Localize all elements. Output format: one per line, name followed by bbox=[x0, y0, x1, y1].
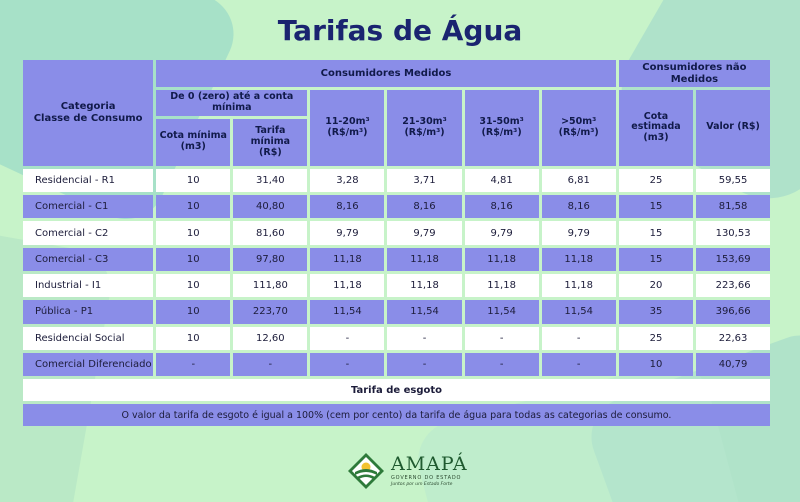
table-row bbox=[23, 327, 770, 350]
cell-estimada: 25 bbox=[619, 327, 693, 350]
cell-f2: 11,54 bbox=[387, 300, 461, 323]
cell-estimada: 10 bbox=[619, 353, 693, 376]
cell-f1: 11,54 bbox=[310, 300, 384, 323]
table-row bbox=[23, 274, 770, 297]
tariff-table bbox=[20, 57, 773, 429]
cell-tarifa: - bbox=[233, 353, 307, 376]
cell-f2: 3,71 bbox=[387, 169, 461, 192]
cell-f4: 11,18 bbox=[542, 274, 616, 297]
cell-tarifa: 31,40 bbox=[233, 169, 307, 192]
cell-valor: 396,66 bbox=[696, 300, 770, 323]
esgoto-note-row bbox=[23, 404, 770, 426]
cell-cota: 10 bbox=[156, 274, 230, 297]
table-row bbox=[23, 300, 770, 323]
cota-minima-unit: (m3) bbox=[180, 141, 206, 153]
faixa-2-label: 21-30m³ bbox=[402, 116, 447, 127]
cota-estimada-unit: (m3) bbox=[643, 132, 669, 144]
cell-cota: - bbox=[156, 353, 230, 376]
cell-valor: 153,69 bbox=[696, 248, 770, 271]
tarifa-minima-unit: (R$) bbox=[259, 146, 282, 158]
cell-f3: - bbox=[465, 327, 539, 350]
cell-tarifa: 12,60 bbox=[233, 327, 307, 350]
cell-f3: 11,18 bbox=[465, 274, 539, 297]
cell-f4: 6,81 bbox=[542, 169, 616, 192]
faixa-1-label: 11-20m³ bbox=[325, 116, 370, 127]
cota-estimada-label: Cota estimada bbox=[631, 110, 681, 133]
cell-valor: 22,63 bbox=[696, 327, 770, 350]
header-nao-medidos: Consumidores não Medidos bbox=[619, 60, 770, 87]
cell-f4: 11,18 bbox=[542, 248, 616, 271]
cell-category: Residencial - R1 bbox=[23, 169, 153, 192]
table-row bbox=[23, 248, 770, 271]
cell-tarifa: 223,70 bbox=[233, 300, 307, 323]
header-faixa-1 bbox=[310, 90, 384, 166]
cell-tarifa: 40,80 bbox=[233, 195, 307, 218]
cell-f2: 11,18 bbox=[387, 248, 461, 271]
cell-cota: 10 bbox=[156, 195, 230, 218]
cell-f1: 9,79 bbox=[310, 221, 384, 244]
cell-category: Comercial - C1 bbox=[23, 195, 153, 218]
table-row bbox=[23, 195, 770, 218]
cell-cota: 10 bbox=[156, 248, 230, 271]
tarifa-minima-label: Tarifa mínima bbox=[250, 124, 291, 147]
cell-category: Industrial - I1 bbox=[23, 274, 153, 297]
cell-valor: 130,53 bbox=[696, 221, 770, 244]
cell-category: Residencial Social bbox=[23, 327, 153, 350]
cell-estimada: 15 bbox=[619, 248, 693, 271]
header-faixa-3 bbox=[465, 90, 539, 166]
faixa-4-label: >50m³ bbox=[561, 116, 597, 127]
faixa-4-unit: (R$/m³) bbox=[558, 126, 599, 138]
cell-cota: 10 bbox=[156, 221, 230, 244]
esgoto-title-row bbox=[23, 379, 770, 401]
cell-category: Comercial - C2 bbox=[23, 221, 153, 244]
header-faixa-2 bbox=[387, 90, 461, 166]
faixa-3-unit: (R$/m³) bbox=[481, 126, 522, 138]
amapa-emblem-icon bbox=[347, 452, 385, 490]
header-classe: Classe de Consumo bbox=[33, 112, 143, 124]
cell-f2: - bbox=[387, 353, 461, 376]
logo-slogan: Juntos por um Estado Forte bbox=[391, 481, 453, 487]
cell-f2: 11,18 bbox=[387, 274, 461, 297]
faixa-2-unit: (R$/m³) bbox=[404, 126, 445, 138]
cell-valor: 223,66 bbox=[696, 274, 770, 297]
cell-estimada: 25 bbox=[619, 169, 693, 192]
esgoto-note: O valor da tarifa de esgoto é igual a 100% (cem por cento) da tarifa de água para todas as categorias de consumo. bbox=[23, 404, 770, 426]
cell-tarifa: 111,80 bbox=[233, 274, 307, 297]
cell-f2: - bbox=[387, 327, 461, 350]
header-conta-minima: De 0 (zero) até a conta mínima bbox=[156, 90, 307, 116]
cell-category: Comercial Diferenciado bbox=[23, 353, 153, 376]
cell-category: Comercial - C3 bbox=[23, 248, 153, 271]
cell-cota: 10 bbox=[156, 169, 230, 192]
cell-estimada: 15 bbox=[619, 195, 693, 218]
table-row bbox=[23, 169, 770, 192]
cell-f1: - bbox=[310, 327, 384, 350]
cell-f4: 9,79 bbox=[542, 221, 616, 244]
header-medidos: Consumidores Medidos bbox=[156, 60, 616, 87]
cell-f4: 8,16 bbox=[542, 195, 616, 218]
cell-f3: 8,16 bbox=[465, 195, 539, 218]
cell-estimada: 15 bbox=[619, 221, 693, 244]
header-category bbox=[23, 60, 153, 166]
cell-f3: 4,81 bbox=[465, 169, 539, 192]
header-cota-estimada bbox=[619, 90, 693, 166]
cell-f1: 11,18 bbox=[310, 248, 384, 271]
esgoto-title: Tarifa de esgoto bbox=[23, 379, 770, 401]
cell-f1: 11,18 bbox=[310, 274, 384, 297]
cell-f1: 8,16 bbox=[310, 195, 384, 218]
header-cota-minima bbox=[156, 119, 230, 166]
page-title: Tarifas de Água bbox=[277, 14, 523, 47]
cell-category: Pública - P1 bbox=[23, 300, 153, 323]
cell-f3: 9,79 bbox=[465, 221, 539, 244]
logo-subtitle: GOVERNO DO ESTADO bbox=[391, 474, 462, 481]
header-valor: Valor (R$) bbox=[696, 90, 770, 166]
table-row bbox=[23, 353, 770, 376]
logo-name: AMAPÁ bbox=[391, 452, 468, 475]
cell-cota: 10 bbox=[156, 300, 230, 323]
amapa-logo bbox=[347, 451, 468, 491]
cell-estimada: 20 bbox=[619, 274, 693, 297]
cell-estimada: 35 bbox=[619, 300, 693, 323]
header-faixa-4 bbox=[542, 90, 616, 166]
cell-tarifa: 97,80 bbox=[233, 248, 307, 271]
cell-f4: - bbox=[542, 327, 616, 350]
cell-f2: 8,16 bbox=[387, 195, 461, 218]
header-categoria: Categoria bbox=[60, 101, 116, 113]
cota-minima-label: Cota mínima bbox=[159, 130, 227, 142]
cell-f1: - bbox=[310, 353, 384, 376]
cell-f3: 11,54 bbox=[465, 300, 539, 323]
table-row bbox=[23, 221, 770, 244]
cell-f3: 11,18 bbox=[465, 248, 539, 271]
cell-f3: - bbox=[465, 353, 539, 376]
header-tarifa-minima bbox=[233, 119, 307, 166]
cell-f4: - bbox=[542, 353, 616, 376]
cell-f2: 9,79 bbox=[387, 221, 461, 244]
cell-cota: 10 bbox=[156, 327, 230, 350]
cell-f4: 11,54 bbox=[542, 300, 616, 323]
cell-valor: 81,58 bbox=[696, 195, 770, 218]
cell-f1: 3,28 bbox=[310, 169, 384, 192]
cell-valor: 40,79 bbox=[696, 353, 770, 376]
faixa-3-label: 31-50m³ bbox=[479, 116, 524, 127]
cell-tarifa: 81,60 bbox=[233, 221, 307, 244]
cell-valor: 59,55 bbox=[696, 169, 770, 192]
faixa-1-unit: (R$/m³) bbox=[327, 126, 368, 138]
